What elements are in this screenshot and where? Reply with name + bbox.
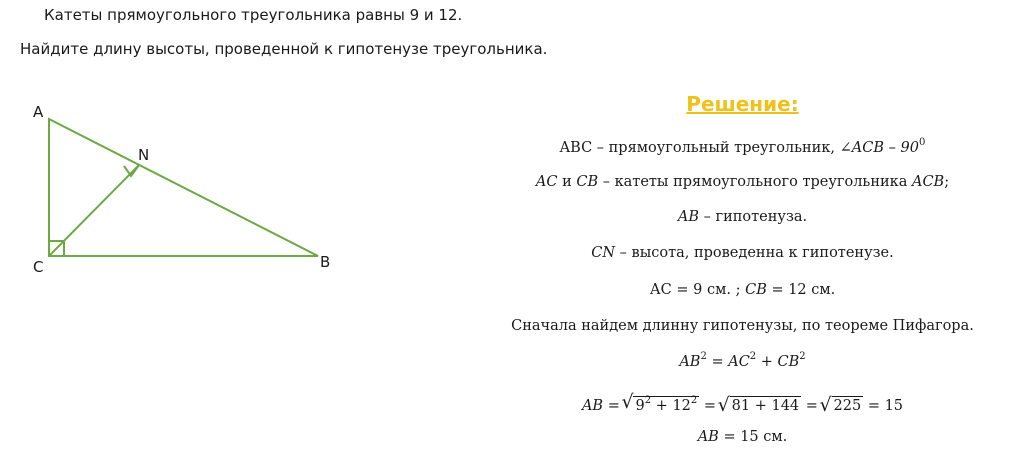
- l8-eq4: = 15: [863, 398, 904, 414]
- vertex-label-b: B: [320, 253, 331, 271]
- l7-ac: AC: [728, 354, 750, 370]
- l8-r2: 81 + 144: [731, 398, 800, 414]
- l2-and: и: [557, 174, 577, 190]
- l7-sq3: 2: [799, 351, 806, 362]
- triangle-abc: [49, 119, 318, 256]
- l2-ac: AC: [535, 174, 558, 190]
- l9-ab: AB: [697, 429, 719, 445]
- sqrt-2: [721, 398, 802, 414]
- triangle-figure: [0, 0, 470, 300]
- vertex-label-c: C: [33, 258, 44, 276]
- solution-line-5: [470, 282, 1015, 298]
- l8-sq1: 2: [644, 395, 652, 406]
- problem-statement-line-1: Катеты прямоугольного треугольника равны 9 и 12.: [44, 6, 463, 24]
- right-angle-mark-n: [124, 165, 139, 176]
- solution-line-4: [470, 245, 1015, 261]
- solution-line-1: [470, 137, 1015, 156]
- l4-text: – высота, проведенна к гипотенузе.: [615, 245, 894, 261]
- l8-eq3: =: [801, 398, 823, 414]
- l3-ab: AB: [677, 209, 700, 225]
- vertex-label-a: A: [33, 103, 44, 121]
- l7-sq1: 2: [700, 351, 707, 362]
- solution-line-7-pythagoras: [470, 351, 1015, 370]
- l8-eq2: =: [699, 398, 721, 414]
- sqrt-1: [624, 395, 699, 414]
- l2-text: – катеты прямоугольного треугольника: [598, 174, 912, 190]
- solution-title: Решение:: [686, 92, 799, 116]
- problem-question: Найдите длину высоты, проведенной к гипотенузе треугольника.: [20, 40, 548, 58]
- l7-eq: =: [706, 354, 729, 370]
- l2-acb: ACB: [911, 174, 945, 190]
- solution-line-3: [470, 209, 1015, 225]
- l5-cb: CB: [745, 282, 767, 298]
- l2-end: ;: [944, 174, 950, 190]
- solution-line-6: Сначала найдем длинну гипотенузы, по теореме Пифагора.: [511, 318, 974, 334]
- l5-val: = 12 см.: [766, 282, 836, 298]
- solution-line-2: [470, 174, 1015, 190]
- l1-text: ABC – прямоугольный треугольник,: [559, 140, 840, 156]
- l9-rest: = 15 см.: [718, 429, 788, 445]
- l8-ab: AB: [581, 398, 604, 414]
- l1-math: ∠ACB – 90: [839, 140, 919, 156]
- sqrt-3: [823, 398, 864, 414]
- solution-line-9-result: [470, 429, 1015, 445]
- vertex-label-n: N: [138, 146, 150, 164]
- l8-sq2: 2: [690, 395, 698, 406]
- l3-text: – гипотенуза.: [699, 209, 808, 225]
- solution-line-8-computation: [470, 395, 1015, 414]
- l7-sq2: 2: [749, 351, 757, 362]
- l8-r1a: 9: [635, 398, 645, 414]
- l4-cn: CN: [591, 245, 616, 261]
- l7-ab: AB: [679, 354, 701, 370]
- l8-r1plus: + 12: [651, 398, 691, 414]
- l7-plus: +: [756, 354, 778, 370]
- l8-eq1: =: [603, 398, 625, 414]
- l5-ac: АС = 9 см. ;: [649, 282, 746, 298]
- l1-sup: 0: [918, 137, 926, 148]
- altitude-cn: [49, 165, 139, 256]
- l8-r3: 225: [833, 398, 862, 414]
- l2-cb: CB: [576, 174, 599, 190]
- l7-cb: CB: [777, 354, 800, 370]
